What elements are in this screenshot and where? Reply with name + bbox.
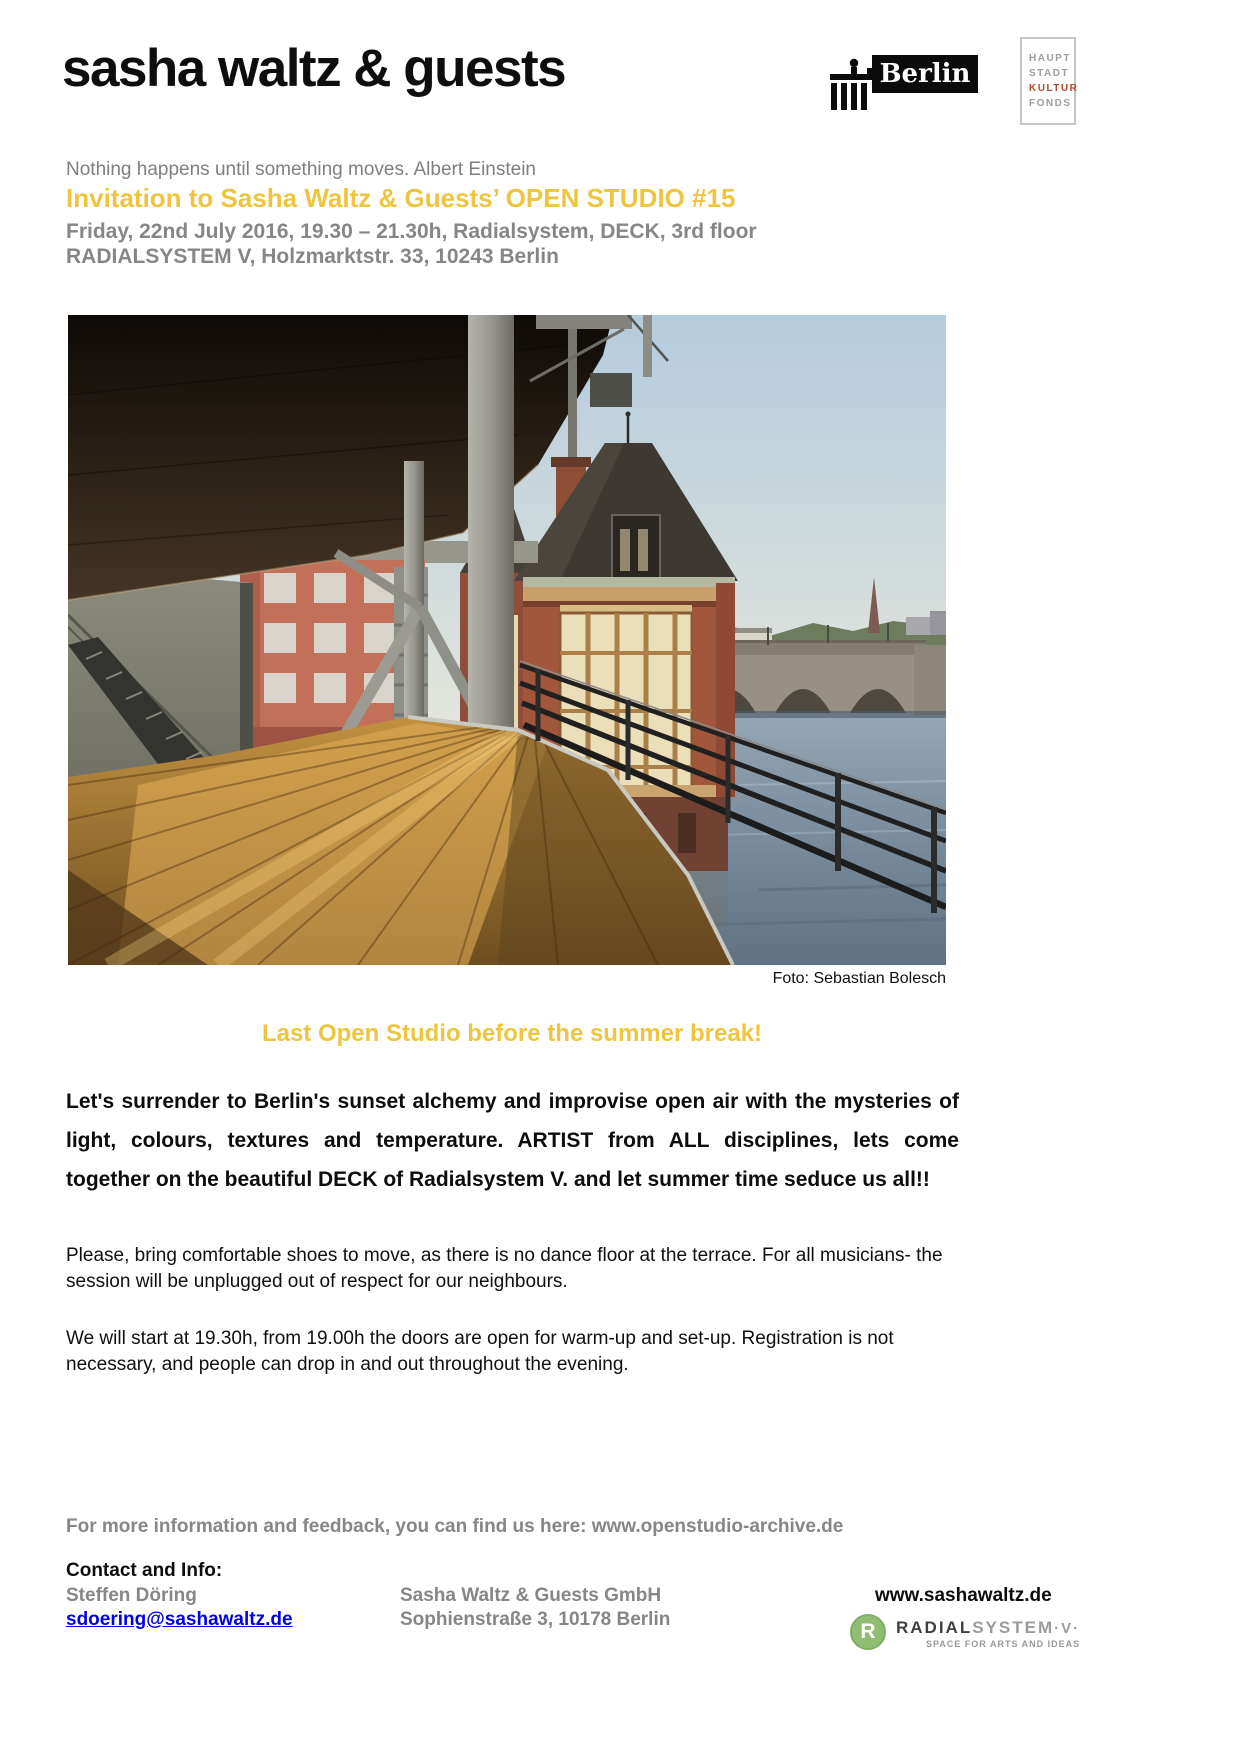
- company-address: Sophienstraße 3, 10178 Berlin: [400, 1609, 671, 1630]
- invitation-title: Invitation to Sasha Waltz & Guests’ OPEN STUDIO #15: [66, 183, 736, 213]
- event-datetime: Friday, 22nd July 2016, 19.30 – 21.30h, Radialsystem, DECK, 3rd floor: [66, 220, 757, 243]
- berlin-logo: [830, 55, 978, 110]
- deck-photo: [68, 315, 946, 965]
- lead-paragraph: Let's surrender to Berlin's sunset alchemy and improvise open air with the mysteries of light, colours, textures and temperature. ARTIST from ALL disciplines, lets come together on the beautiful DECK of Radialsystem V. and let summer time seduce us all!!: [66, 1090, 959, 1191]
- company-website: www.sashawaltz.de: [875, 1585, 1052, 1606]
- berlin-wordmark: Berlin: [872, 55, 978, 93]
- contact-heading: Contact and Info:: [66, 1560, 223, 1581]
- hkf-line: STADT: [1029, 68, 1070, 79]
- brandenburg-gate-icon: [830, 58, 874, 110]
- radialsystem-suffix: ·V·: [1054, 1620, 1081, 1637]
- hkf-line: FONDS: [1029, 98, 1072, 109]
- radialsystem-name-secondary: SYSTEM: [972, 1618, 1055, 1637]
- radialsystem-tagline: SPACE FOR ARTS AND IDEAS: [925, 1639, 1081, 1649]
- company-name: Sasha Waltz & Guests GmbH: [400, 1585, 662, 1606]
- more-info-line: For more information and feedback, you can find us here: www.openstudio-archive.de: [66, 1516, 844, 1537]
- hauptstadtkulturfonds-logo: [1020, 37, 1079, 125]
- radialsystem-name-primary: RADIAL: [896, 1618, 973, 1637]
- hkf-line-highlight: KULTUR: [1029, 83, 1079, 94]
- einstein-quote: Nothing happens until something moves. Albert Einstein: [66, 159, 536, 180]
- shoes-paragraph: Please, bring comfortable shoes to move, as there is no dance floor at the terrace. For all musicians- the session will be unplugged out of respect for our neighbours.: [66, 1245, 943, 1292]
- schedule-paragraph: We will start at 19.30h, from 19.00h the doors are open for warm-up and set-up. Registration is not necessary, and people can drop in and out throughout the evening.: [66, 1328, 894, 1375]
- company-logo-text: sasha waltz & guests: [62, 39, 566, 98]
- radialsystem-r-icon: R: [850, 1614, 886, 1650]
- event-address: RADIALSYSTEM V, Holzmarktstr. 33, 10243 Berlin: [66, 245, 559, 268]
- contact-email-link[interactable]: sdoering@sashawaltz.de: [66, 1609, 293, 1630]
- hkf-line: HAUPT: [1029, 53, 1071, 64]
- photo-credit: Foto: Sebastian Bolesch: [772, 970, 946, 987]
- event-headline: Last Open Studio before the summer break!: [261, 1020, 763, 1047]
- contact-name: Steffen Döring: [66, 1585, 197, 1606]
- radialsystem-logo: [850, 1612, 1080, 1650]
